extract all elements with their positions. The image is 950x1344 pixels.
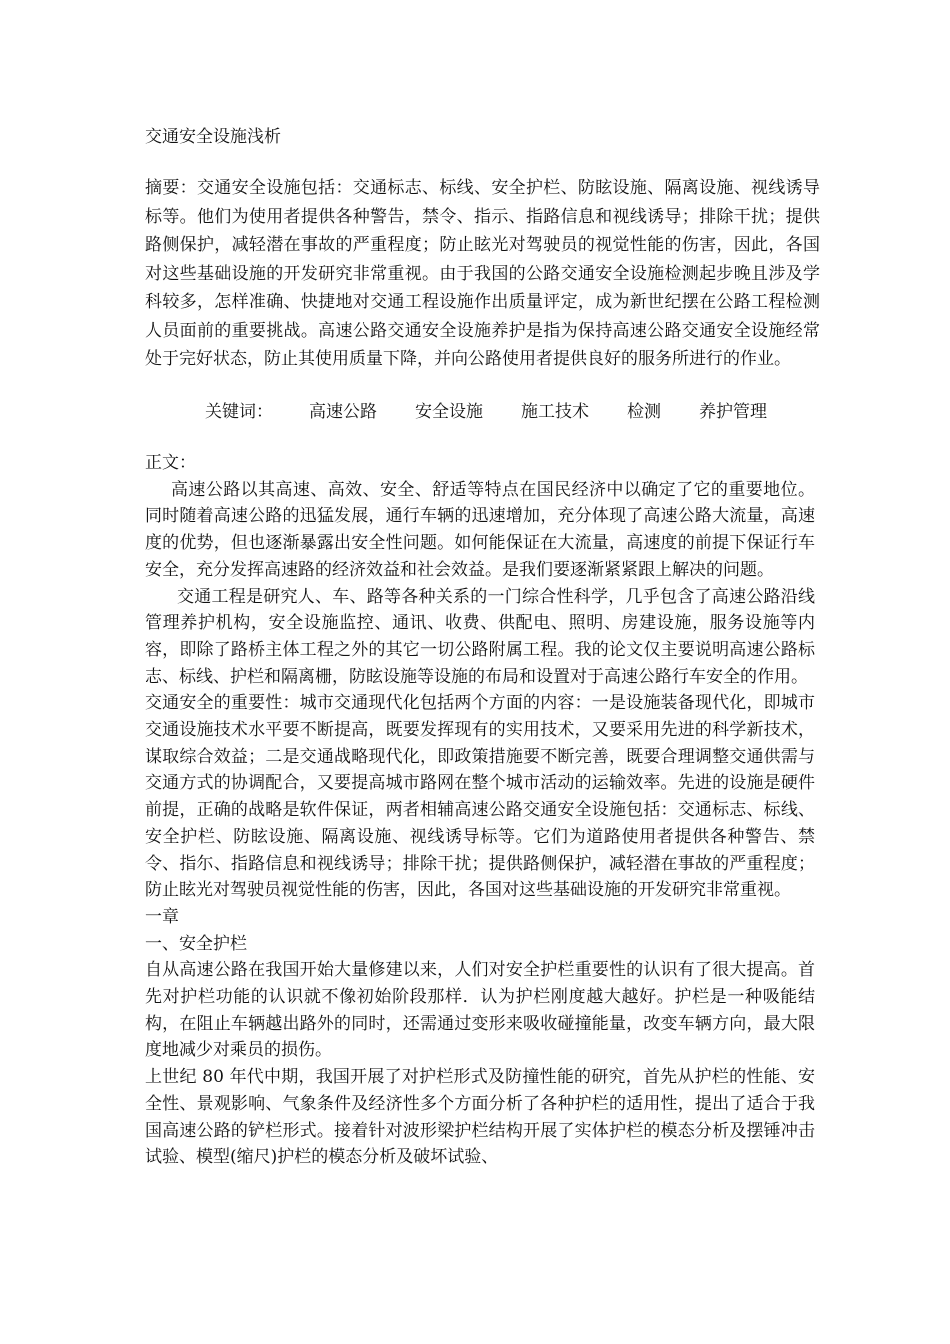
keyword-item: 养护管理 <box>699 402 767 422</box>
body-paragraph: 交通安全的重要性：城市交通现代化包括两个方面的内容：一是设施装备现代化，即城市交通设施技术水平要不断提高，既要发挥现有的实用技术，又要采用先进的科学新技术，谋取综合效益；二是交通战略现代化，即政策措施要不断完善，既要合理调整交通供需与交通方式的协调配合，又要提高城市路网在整个城市活动的运输效率。先进的设施是硬件前提，正确的战略是软件保证，两者相辅高速公路交通安全设施包括：交通标志、标线、安全护栏、防眩设施、隔离设施、视线诱导标等。它们为道路使用者提供各种警告、禁令、指尓、指路信息和视线诱导；排除干扰；提供路侧保护，减轻潜在事故的严重程度；防止眩光对驾驶员视觉性能的伤害，因此，各国对这些基础设施的开发研究非常重视。 <box>145 693 815 901</box>
body-text <box>145 450 815 1171</box>
keywords-label: 关键词： <box>205 402 273 422</box>
document-title: 交通安全设施浅析 <box>145 127 281 147</box>
body-paragraph: 上世纪 80 年代中期，我国开展了对护栏形式及防撞性能的研究，首先从护栏的性能、安全性、景观影响、气象条件及经济性多个方面分析了各种护栏的适用性，提出了适合于我国高速公路的铲栏形式。接着针对波形梁护栏结构开展了实体护栏的模态分析及摆锤冲击试验、模型(缩尺)护栏的模态分析及破坏试验、 <box>145 1067 815 1168</box>
keyword-item: 高速公路 <box>309 402 377 422</box>
keywords-line <box>205 398 805 426</box>
body-paragraph: 交通工程是研究人、车、路等各种关系的一门综合性科学，几乎包含了高速公路沿线管理养护机构，安全设施监控、通讯、收费、供配电、照明、房建设施，服务设施等内容，即除了路桥主体工程之外的其它一切公路附属工程。我的论文仅主要说明高速公路标志、标线、护栏和隔离栅，防眩设施等设施的布局和设置对于高速公路行车安全的作用。 <box>145 586 815 687</box>
chapter-heading: 一章 <box>145 906 179 927</box>
body-paragraph: 高速公路以其高速、高效、安全、舒适等特点在国民经济中以确定了它的重要地位。同时随着高速公路的迅猛发展，通行车辆的迅速增加，充分体现了高速公路大流量，高速度的优势，但也逐渐暴露出安全性问题。如何能保证在大流量，高速度的前提下保证行车安全，充分发挥高速路的经济效益和社会效益。是我们要逐渐紧紧跟上解决的问题。 <box>145 479 815 580</box>
section-heading: 一、安全护栏 <box>145 933 247 954</box>
keyword-item: 安全设施 <box>415 402 483 422</box>
keyword-item: 施工技术 <box>521 402 589 422</box>
keyword-item: 检测 <box>627 402 661 422</box>
abstract-paragraph: 摘要：交通安全设施包括：交通标志、标线、安全护栏、防眩设施、隔离设施、视线诱导标等。他们为使用者提供各种警告，禁令、指示、指路信息和视线诱导；排除干扰；提供路侧保护，减轻潜在事故的严重程度；防止眩光对驾驶员的视觉性能的伤害，因此，各国对这些基础设施的开发研究非常重视。由于我国的公路交通安全设施检测起步晚且涉及学科较多，怎样准确、快捷地对交通工程设施作出质量评定，成为新世纪摆在公路工程检测人员面前的重要挑战。高速公路交通安全设施养护是指为保持高速公路交通安全设施经常处于完好状态，防止其使用质量下降，并向公路使用者提供良好的服务所进行的作业。 <box>145 178 820 369</box>
body-heading: 正文： <box>145 453 196 473</box>
body-paragraph: 自从高速公路在我国开始大量修建以来，人们对安全护栏重要性的认识有了很大提高。首先对护栏功能的认识就不像初始阶段那样．认为护栏刚度越大越好。护栏是一种吸能结构，在阻止车辆越出路外的同时，还需通过变形来吸收碰撞能量，改变车辆方向，最大限度地减少对乘员的损伤。 <box>145 960 815 1061</box>
